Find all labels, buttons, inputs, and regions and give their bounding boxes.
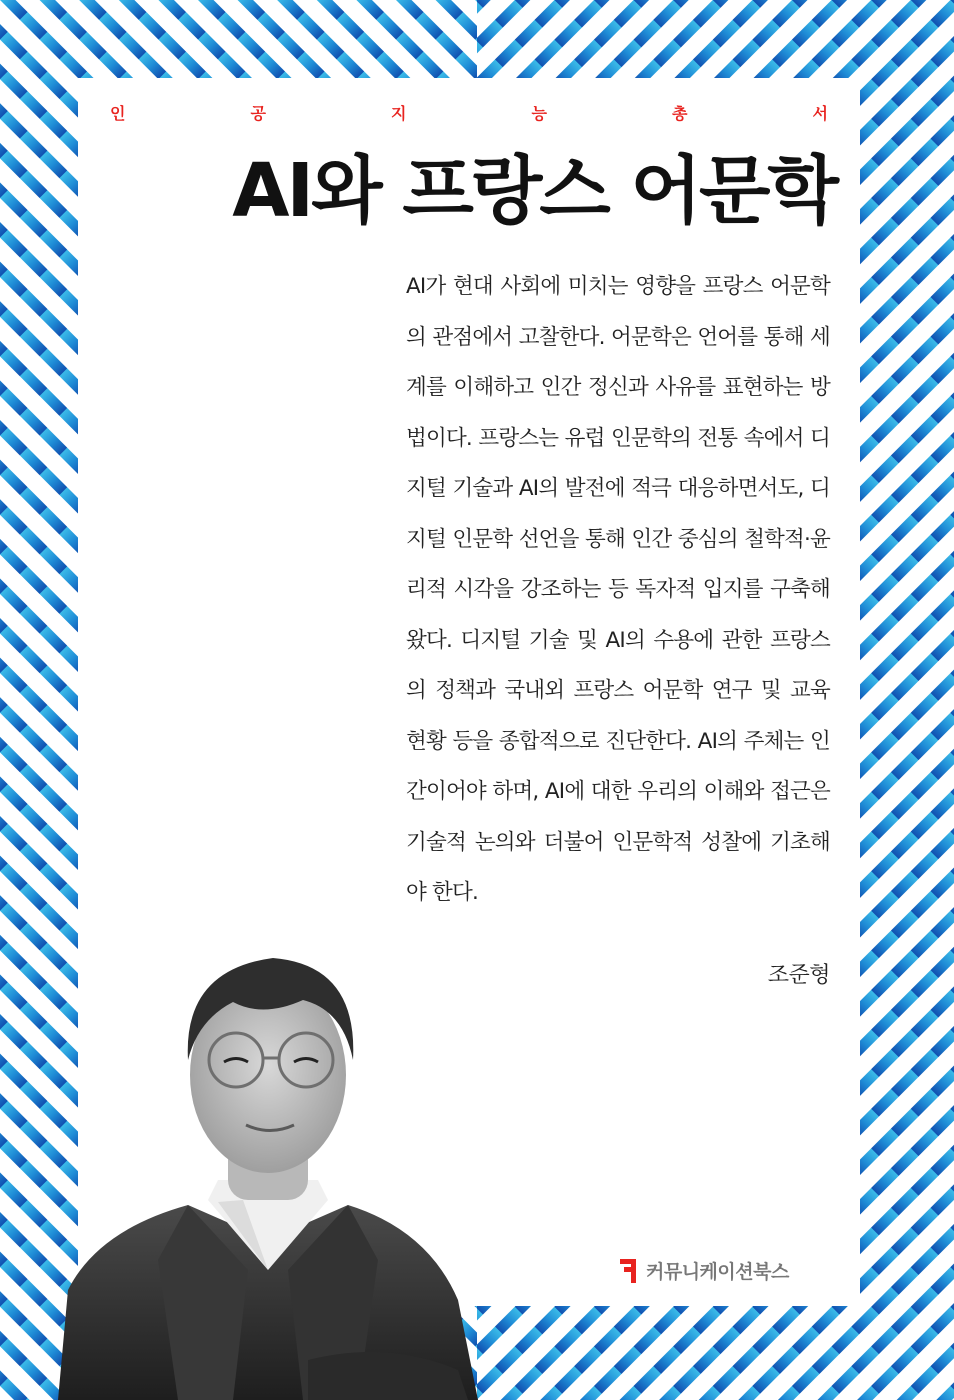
series-char: 능 — [531, 104, 547, 123]
series-label — [110, 101, 828, 124]
series-char: 공 — [250, 104, 266, 123]
publisher-name: 커뮤니케이션북스 — [646, 1260, 789, 1283]
series-char: 인 — [110, 104, 126, 123]
series-char: 서 — [812, 104, 828, 123]
book-title: AI와 프랑스 어문학 — [232, 148, 836, 234]
book-description: AI가 현대 사회에 미치는 영향을 프랑스 어문학의 관점에서 고찰한다. 어문학은 언어를 통해 세계를 이해하고 인간 정신과 사유를 표현하는 방법이다. 프랑스는 유럽 인문학의 전통 속에서 디지털 기술과 AI의 발전에 적극 대응하면서도, 디지털 인문학 선언을 통해 인간 중심의 철학적·윤리적 시각을 강조하는 등 독자적 입지를 구축해 왔다. 디지털 기술 및 AI의 수용에 관한 프랑스의 정책과 국내외 프랑스 어문학 연구 및 교육 현황 등을 종합적으로 진단한다. AI의 주체는 인간이어야 하며, AI에 대한 우리의 이해와 접근은 기술적 논의와 더불어 인문학적 성찰에 기초해야 한다. — [406, 274, 830, 905]
author-name: 조준형 — [767, 963, 830, 988]
series-char: 총 — [672, 104, 688, 123]
series-char: 지 — [391, 104, 407, 123]
publisher-logo-icon — [620, 1257, 638, 1283]
publisher — [620, 1255, 789, 1285]
author-portrait — [58, 940, 478, 1400]
